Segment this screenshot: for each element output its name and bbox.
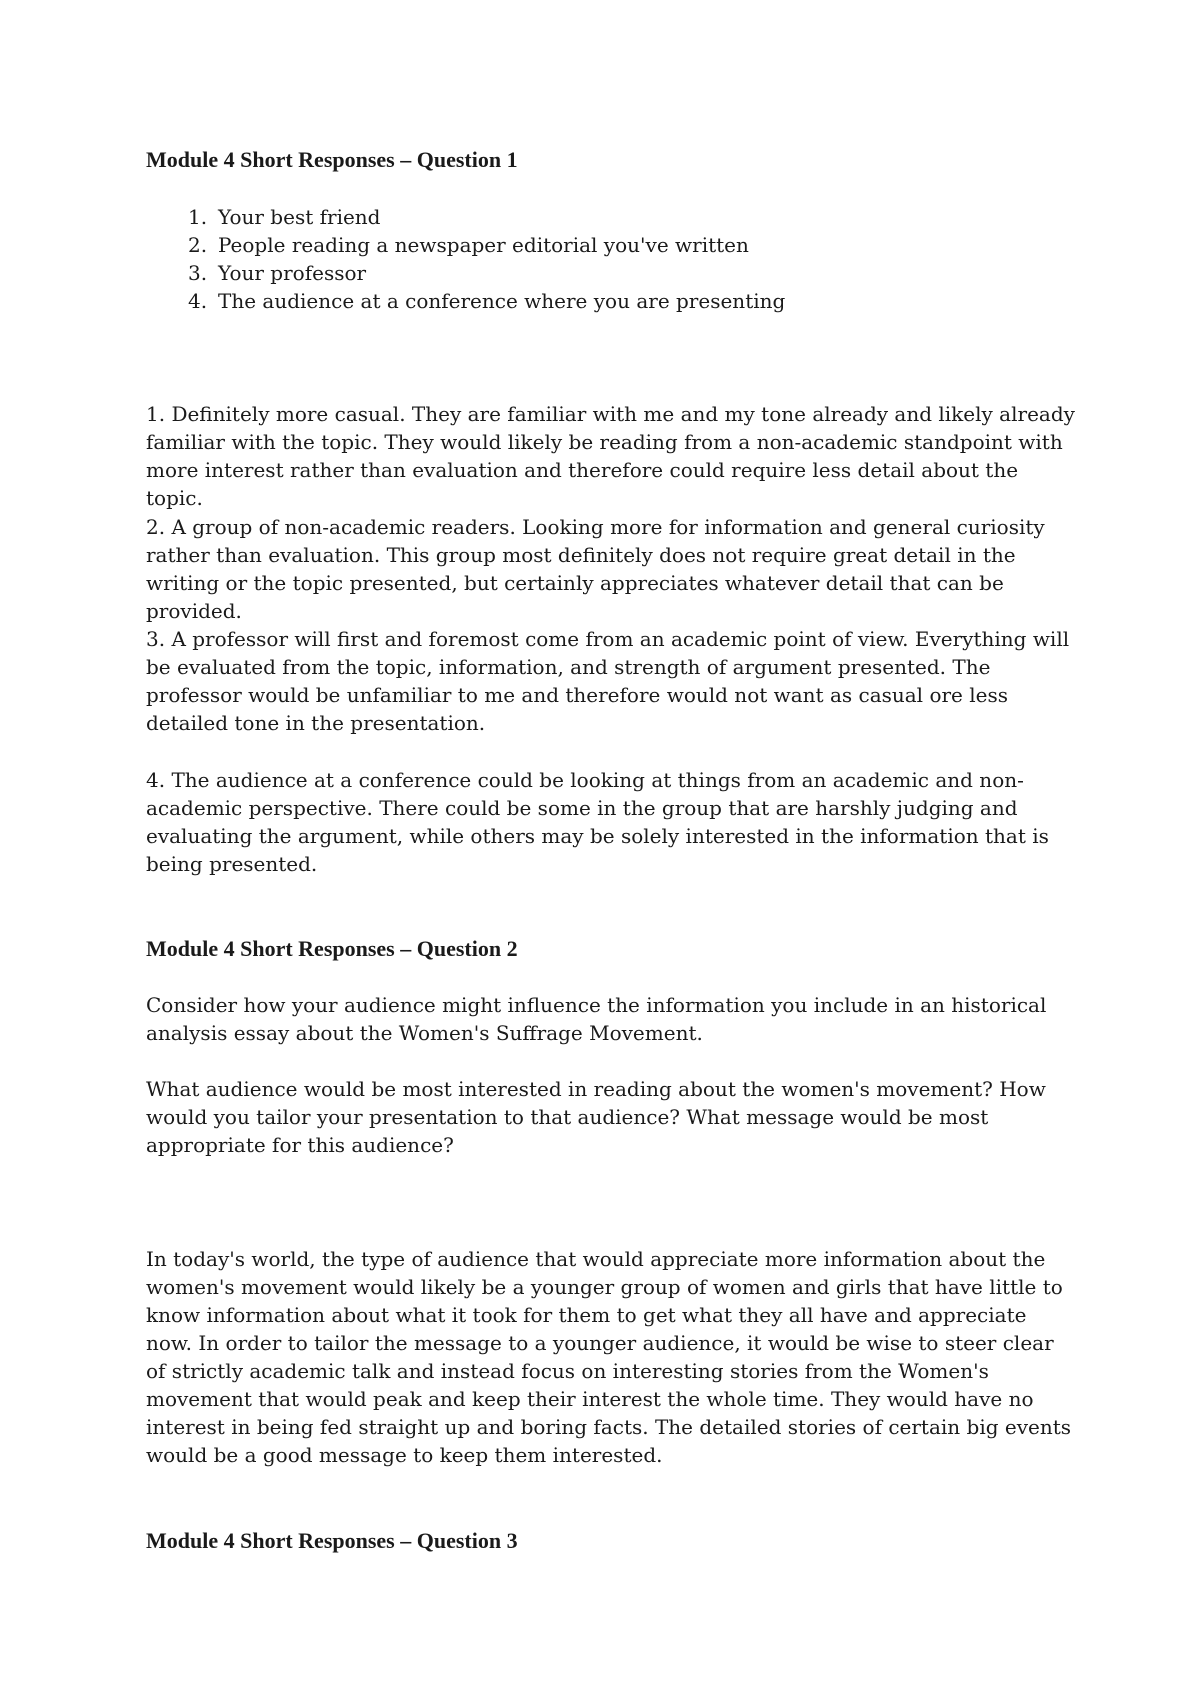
q3-heading: Module 4 Short Responses – Question 3 — [146, 1528, 518, 1553]
answer-paragraph: 1. Definitely more casual. They are familiar with me and my tone already and likely already familiar with the topic. They would likely be reading from a non-academic standpoint with more interest rather than evaluation and therefore could require less detail about the topic. — [146, 402, 1075, 510]
list-item — [146, 259, 785, 287]
q1-answer-2 — [146, 513, 1076, 625]
answer-paragraph: 2. A group of non-academic readers. Looking more for information and general curiosity rather than evaluation. This group most definitely does not require great detail in the writing or the topic presented, but certainly appreciates whatever detail that can be provided. — [146, 515, 1045, 623]
q2-heading: Module 4 Short Responses – Question 2 — [146, 936, 518, 961]
q2-prompt-1 — [146, 991, 1076, 1047]
list-item-number: 4. — [188, 289, 208, 313]
q1-answer-3 — [146, 625, 1076, 737]
prompt-paragraph: What audience would be most interested in reading about the women's movement? How would you tailor your presentation to that audience? What message would be most appropriate for this audience? — [146, 1077, 1046, 1157]
list-item-text: The audience at a conference where you are presenting — [218, 289, 786, 313]
answer-paragraph: In today's world, the type of audience that would appreciate more information about the women's movement would likely be a younger group of women and girls that have little to know information about what it took for them to get what they all have and appreciate now. In order to tailor the message to a younger audience, it would be wise to steer clear of strictly academic talk and instead focus on interesting stories from the Women's movement that would peak and keep their interest the whole time. They would have no interest in being fed straight up and boring facts. The detailed stories of certain big events would be a good message to keep them interested. — [146, 1247, 1072, 1467]
list-item-number: 2. — [188, 233, 208, 257]
list-item — [146, 231, 785, 259]
answer-paragraph: 4. The audience at a conference could be looking at things from an academic and non-academic perspective. There could be some in the group that are harshly judging and evaluating the argument, while others may be solely interested in the information that is being presented. — [146, 768, 1049, 876]
list-item-number: 3. — [188, 261, 208, 285]
q1-answer-1 — [146, 400, 1076, 512]
list-item — [146, 203, 785, 231]
answer-paragraph: 3. A professor will first and foremost come from an academic point of view. Everything will be evaluated from the topic, information, and strength of argument presented. The professor would be unfamiliar to me and therefore would not want as casual ore less detailed tone in the presentation. — [146, 627, 1070, 735]
list-item-text: People reading a newspaper editorial you've written — [218, 233, 749, 257]
list-item-text: Your best friend — [218, 205, 381, 229]
q2-prompt-2 — [146, 1075, 1076, 1159]
list-item-number: 1. — [188, 205, 208, 229]
q2-answer — [146, 1245, 1076, 1469]
q1-audience-list — [146, 203, 785, 315]
q1-answer-4 — [146, 766, 1076, 878]
list-item — [146, 287, 785, 315]
prompt-paragraph: Consider how your audience might influence the information you include in an historical analysis essay about the Women's Suffrage Movement. — [146, 993, 1047, 1045]
q1-heading: Module 4 Short Responses – Question 1 — [146, 147, 518, 172]
list-item-text: Your professor — [218, 261, 367, 285]
